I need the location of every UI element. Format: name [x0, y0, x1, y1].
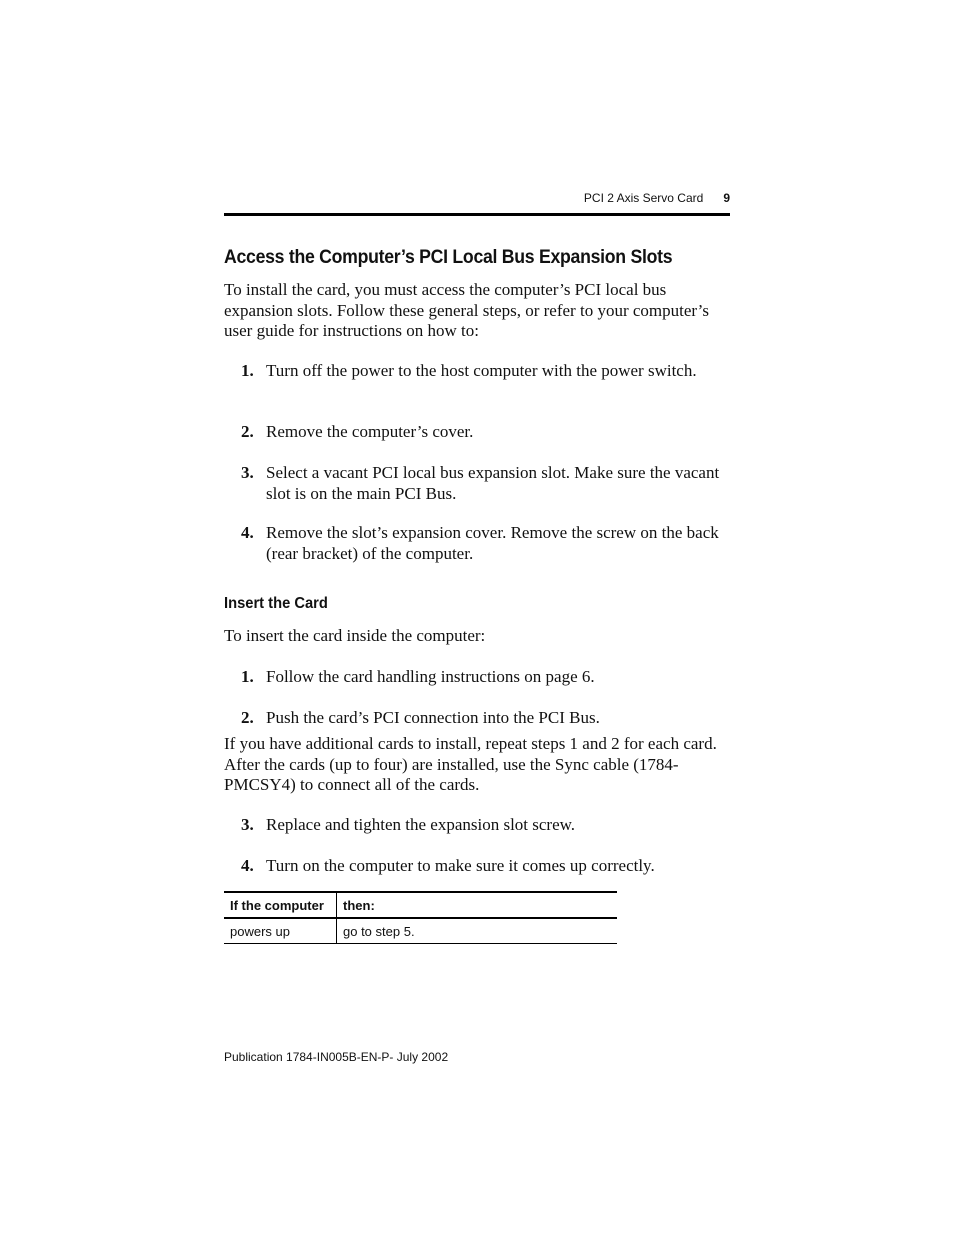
- table-cell-action: go to step 5.: [337, 918, 618, 944]
- step-text: Turn off the power to the host computer with the power switch.: [266, 361, 697, 380]
- step-number: 3.: [241, 463, 254, 482]
- table-cell-condition: powers up: [224, 918, 337, 944]
- section1-intro-paragraph: To install the card, you must access the computer’s PCI local bus expansion slots. Follow these general steps, or refer to your computer’s user guide for instructions on how to:: [224, 280, 710, 340]
- section2-step-2: [241, 708, 730, 729]
- publication-footer: Publication 1784-IN005B-EN-P- July 2002: [224, 1050, 449, 1064]
- step-number: 2.: [241, 422, 254, 441]
- page-number: 9: [723, 191, 730, 205]
- section-heading-insert-card: Insert the Card: [224, 595, 328, 612]
- table-row: [224, 918, 617, 944]
- section2-step-3: [241, 815, 730, 836]
- step-number: 3.: [241, 815, 254, 834]
- step-text: Turn on the computer to make sure it comes up correctly.: [266, 856, 655, 875]
- step-text: Remove the computer’s cover.: [266, 422, 474, 441]
- running-header-title: PCI 2 Axis Servo Card: [583, 191, 704, 205]
- running-header: [224, 191, 730, 209]
- section1-step-2: [241, 422, 730, 443]
- section1-step-1: [241, 361, 730, 382]
- section1-step-3: [241, 463, 730, 504]
- additional-cards-note: If you have additional cards to install, repeat steps 1 and 2 for each card. After the cards (up to four) are installed, use the Sync cable (1784-PMCSY4) to connect all of the cards.: [224, 734, 717, 794]
- step-number: 1.: [241, 361, 254, 380]
- step-text: Follow the card handling instructions on page 6.: [266, 667, 595, 686]
- header-rule: [224, 213, 730, 216]
- section1-step-4: [241, 523, 730, 564]
- section2-step-4: [241, 856, 730, 877]
- decision-table: [224, 891, 617, 944]
- step-number: 4.: [241, 523, 254, 542]
- section-heading-access-slots: Access the Computer’s PCI Local Bus Expansion Slots: [224, 247, 673, 268]
- step-text: Replace and tighten the expansion slot screw.: [266, 815, 576, 834]
- step-number: 2.: [241, 708, 254, 727]
- section2-step-1: [241, 667, 730, 688]
- step-text: Remove the slot’s expansion cover. Remove the screw on the back (rear bracket) of the computer.: [266, 523, 719, 563]
- step-number: 4.: [241, 856, 254, 875]
- table-header-action: then:: [337, 892, 618, 918]
- step-number: 1.: [241, 667, 254, 686]
- step-text: Push the card’s PCI connection into the PCI Bus.: [266, 708, 600, 727]
- table-header-row: [224, 892, 617, 918]
- section2-intro-paragraph: To insert the card inside the computer:: [224, 626, 486, 645]
- step-text: Select a vacant PCI local bus expansion slot. Make sure the vacant slot is on the main PCI Bus.: [266, 463, 720, 503]
- table-header-condition: If the computer: [224, 892, 337, 918]
